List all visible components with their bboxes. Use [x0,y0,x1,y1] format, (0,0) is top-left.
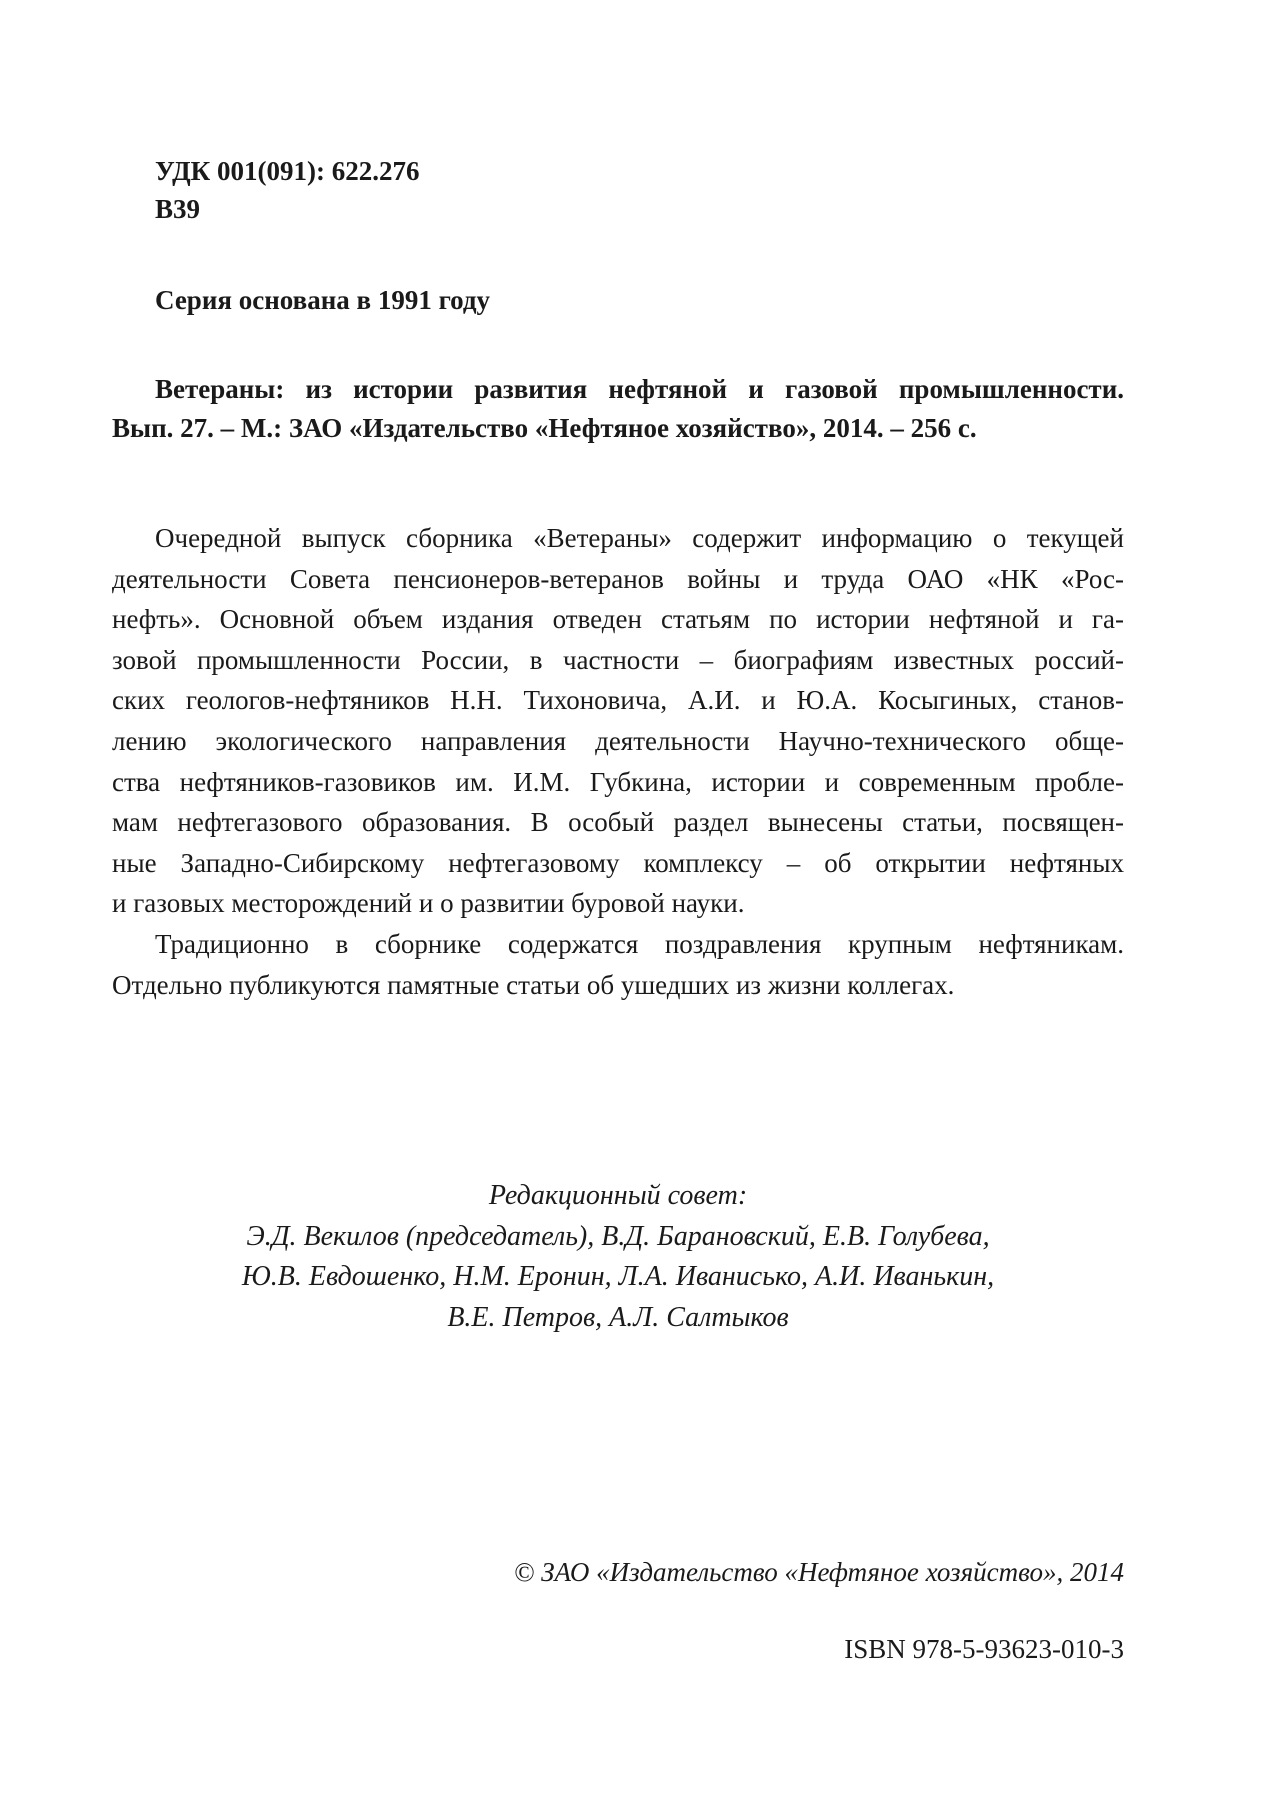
abstract-paragraph-2 [112,924,1124,1005]
abstract-line: ные Западно-Сибирскому нефтегазовому комплексу – об открытии нефтяных [112,847,1124,878]
abstract-line: Очередной выпуск сборника «Ветераны» содержит информацию о текущей [155,523,1124,553]
abstract-line: зовой промышленности России, в частности – биографиям известных россий- [112,644,1124,675]
isbn: ISBN 978-5-93623-010-3 [844,1634,1124,1664]
editorial-board-line: Э.Д. Векилов (председатель), В.Д. Барановский, Е.В. Голубева, [246,1220,990,1252]
abstract-line: Традиционно в сборнике содержатся поздравления крупным нефтяникам. [155,928,1124,959]
editorial-board-line: В.Е. Петров, А.Л. Салтыков [447,1301,789,1333]
editorial-board-line: Ю.В. Евдошенко, Н.М. Еронин, Л.А. Иванисько, А.И. Иванькин, [241,1261,995,1292]
bibliographic-record [112,370,1124,448]
series-note: Серия основана в 1991 году [155,285,491,315]
copyright-notice: © ЗАО «Издательство «Нефтяное хозяйство», 2014 [513,1557,1124,1587]
editorial-board [112,1176,1124,1338]
abstract-line: Отдельно публикуются памятные статьи об ушедших из жизни коллегах. [112,969,955,1000]
udk-code: УДК 001(091): 622.276 [155,156,420,186]
abstract-line: и газовых месторождений и о развитии буровой науки. [112,888,745,919]
abstract-line: лению экологического направления деятельности Научно-технического обще- [112,725,1124,756]
abstract [112,518,1124,1005]
abstract-line: нефть». Основной объем издания отведен статьям по истории нефтяной и га- [112,604,1124,635]
biblio-title-line: Ветераны: из истории развития нефтяной и газовой промышленности. [155,374,1124,404]
bbk-code: В39 [155,194,201,224]
classification-block [155,152,419,228]
abstract-line: ства нефтяников-газовиков им. И.М. Губкина, истории и современным пробле- [112,766,1124,797]
abstract-line: мам нефтегазового образования. В особый раздел вынесены статьи, посвящен- [112,807,1124,838]
biblio-imprint-line: Вып. 27. – М.: ЗАО «Издательство «Нефтяное хозяйство», 2014. – 256 с. [112,413,977,443]
abstract-line: деятельности Совета пенсионеров-ветеранов войны и труда ОАО «НК «Рос- [112,563,1124,594]
abstract-paragraph-1 [112,518,1124,924]
abstract-line: ских геологов-нефтяников Н.Н. Тихоновича, А.И. и Ю.А. Косыгиных, станов- [112,685,1124,716]
editorial-board-heading: Редакционный совет: [488,1180,748,1211]
